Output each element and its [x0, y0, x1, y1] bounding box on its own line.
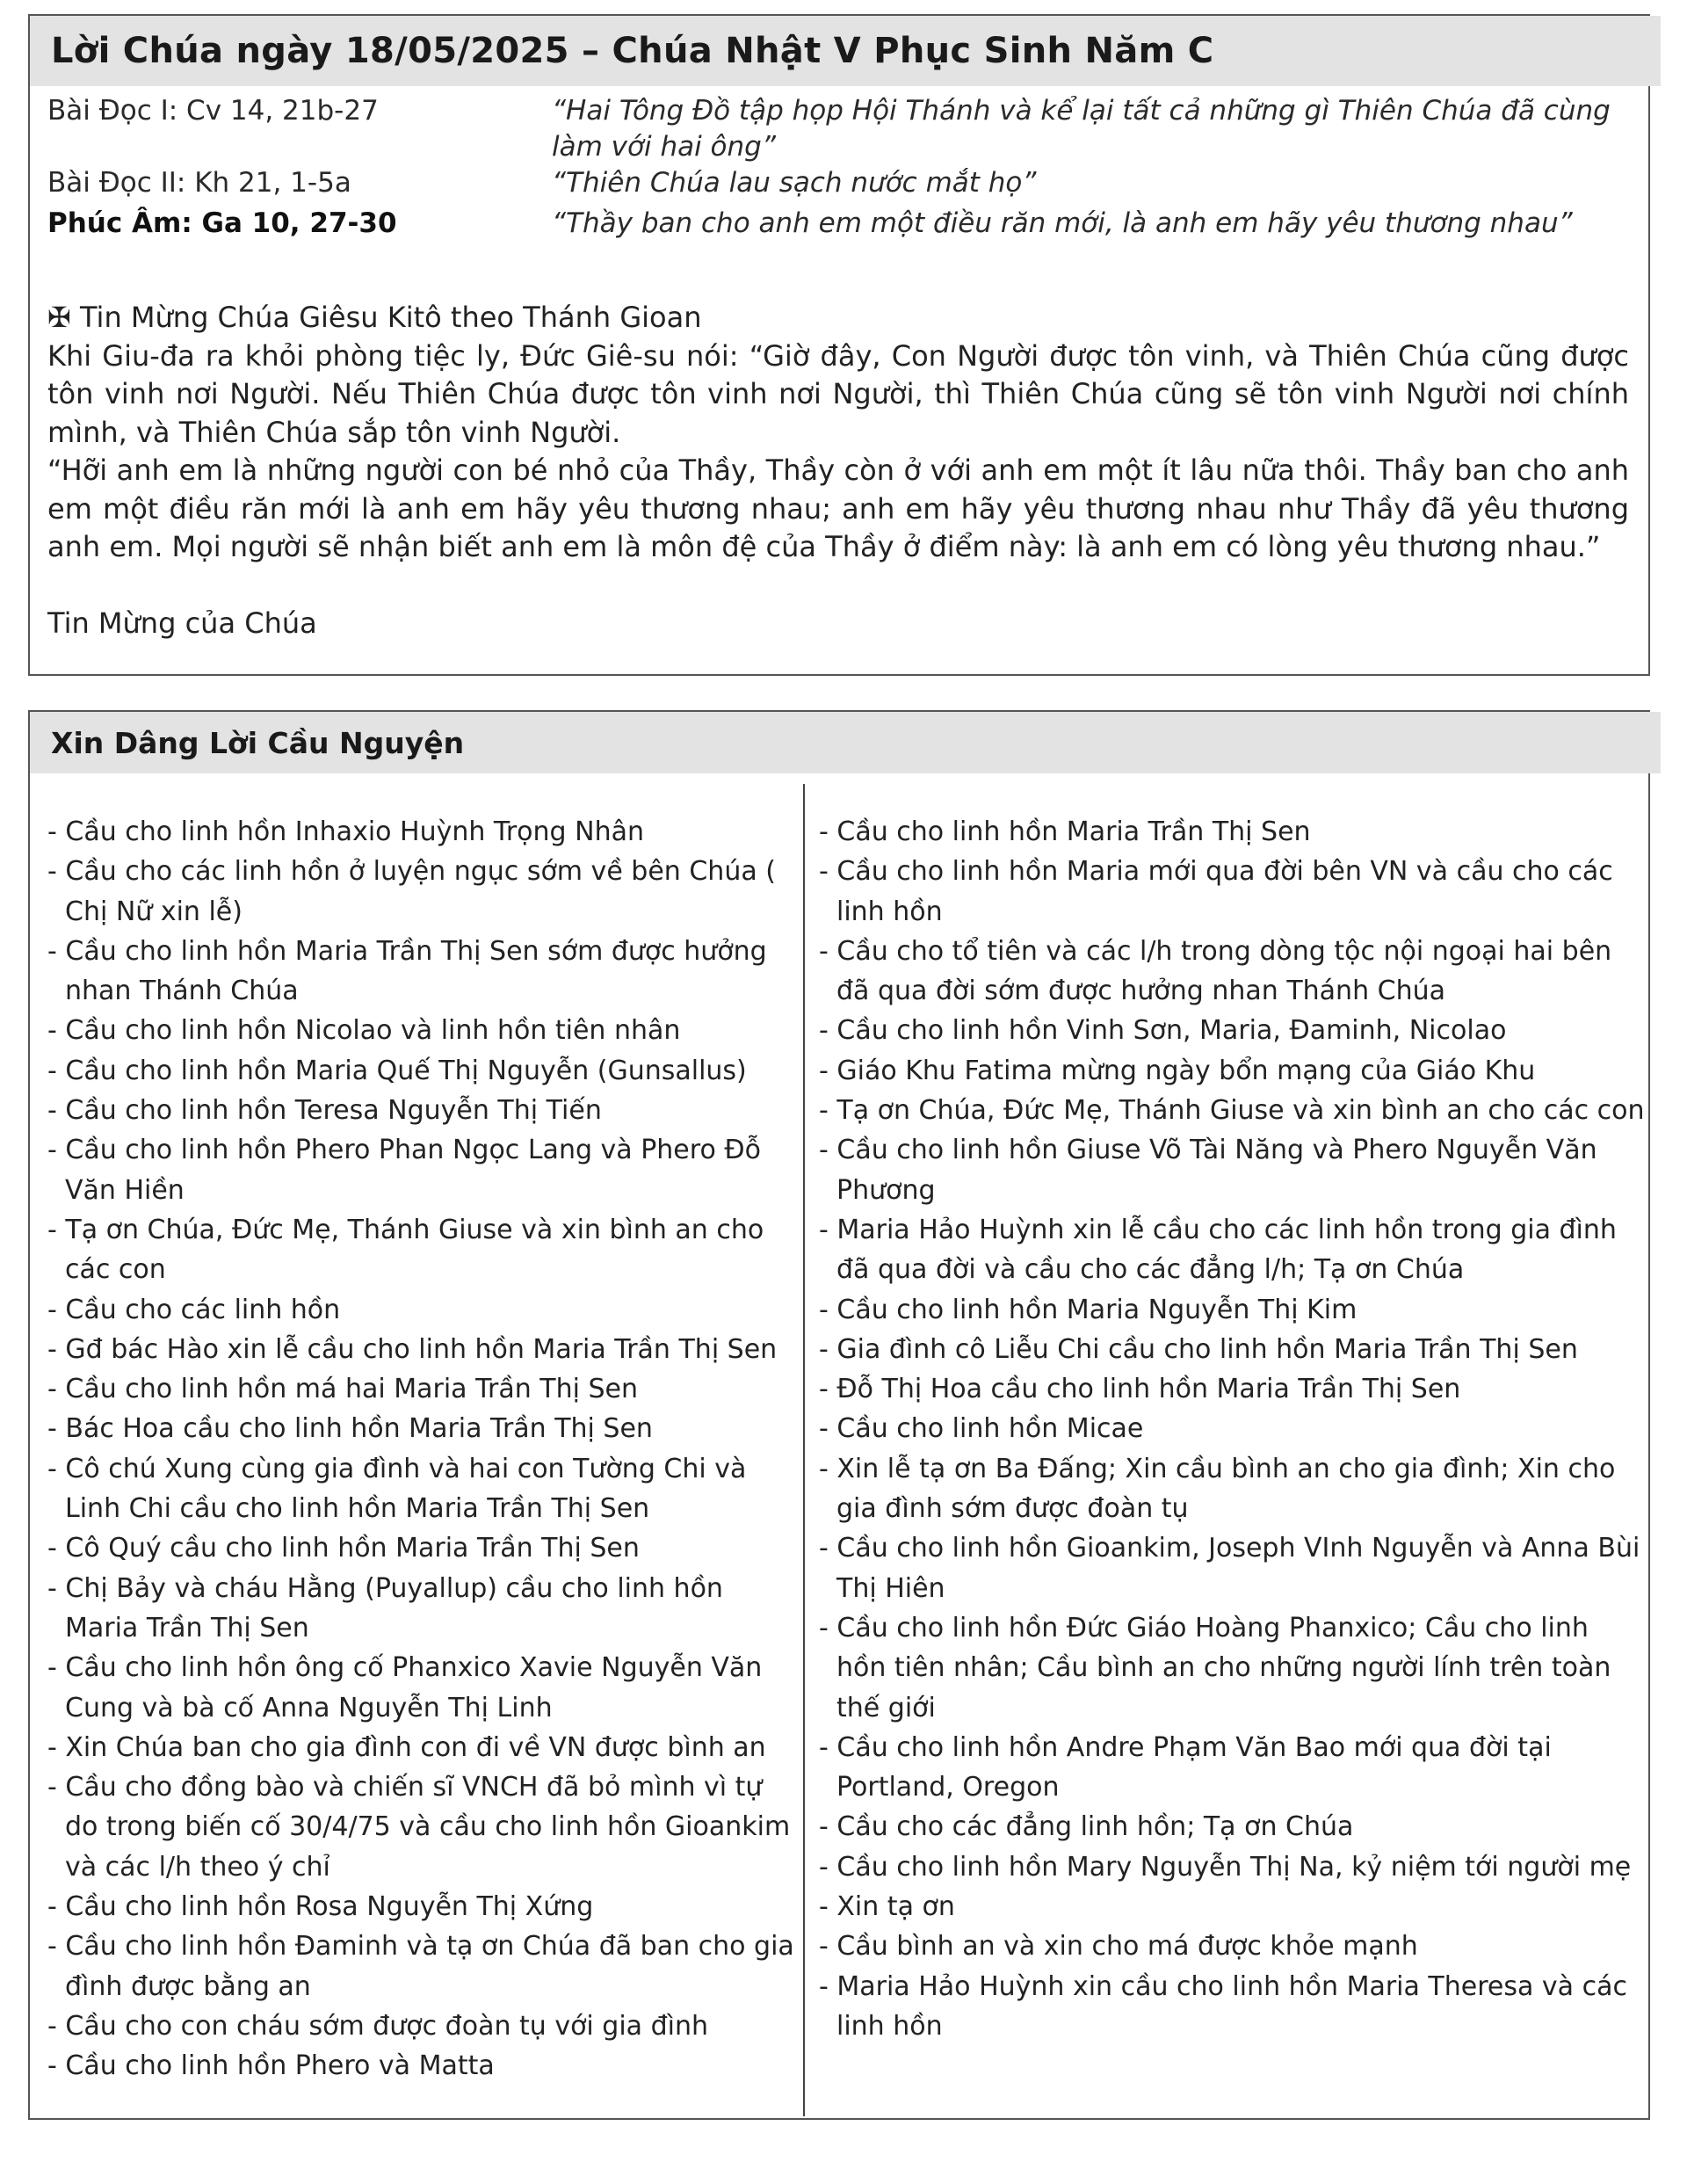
reading-ref: Bài Đọc I: Cv 14, 21b-27 — [47, 95, 379, 127]
page-title: Lời Chúa ngày 18/05/2025 – Chúa Nhật V Phục Sinh Năm C — [51, 31, 1214, 71]
reading-quote: “Thiên Chúa lau sạch nước mắt họ” — [552, 167, 1037, 199]
readings-header — [30, 16, 1661, 86]
prayer-item: - Giáo Khu Fatima mừng ngày bổn mạng của Giáo Khu — [819, 1051, 1645, 1091]
column-divider — [803, 784, 805, 2116]
prayer-item: - Cầu cho linh hồn Gioankim, Joseph VInh Nguyễn và Anna Bùi Thị Hiên — [819, 1528, 1645, 1608]
prayer-item: - Cầu cho linh hồn má hai Maria Trần Thị Sen — [47, 1369, 794, 1409]
prayer-item: - Chị Bảy và cháu Hằng (Puyallup) cầu cho linh hồn Maria Trần Thị Sen — [47, 1569, 794, 1649]
gospel-ref: Phúc Âm: Ga 10, 27-30 — [47, 207, 397, 239]
prayer-item: - Cầu cho linh hồn Maria Trần Thị Sen sớm được hưởng nhan Thánh Chúa — [47, 932, 794, 1012]
prayer-item: - Cầu cho linh hồn ông cố Phanxico Xavie Nguyễn Văn Cung và bà cố Anna Nguyễn Thị Linh — [47, 1648, 794, 1728]
gospel-text — [47, 299, 1629, 643]
prayer-item: - Xin tạ ơn — [819, 1887, 1645, 1926]
reading-gospel — [47, 206, 1631, 242]
reading-quote: “Hai Tông Đồ tập họp Hội Thánh và kể lại tất cả những gì Thiên Chúa đã cùng làm với hai ông” — [552, 95, 1611, 163]
prayer-item: - Cầu cho linh hồn Mary Nguyễn Thị Na, kỷ niệm tới người mẹ — [819, 1847, 1645, 1887]
prayer-item: - Cầu cho linh hồn Giuse Võ Tài Năng và Phero Nguyễn Văn Phương — [819, 1130, 1645, 1210]
gospel-closing: Tin Mừng của Chúa — [47, 606, 317, 640]
prayer-item: - Cầu cho tổ tiên và các l/h trong dòng tộc nội ngoại hai bên đã qua đời sớm được hưởng nhan Thánh Chúa — [819, 932, 1645, 1012]
prayer-item: - Gđ bác Hào xin lễ cầu cho linh hồn Maria Trần Thị Sen — [47, 1330, 794, 1369]
prayer-item: - Đỗ Thị Hoa cầu cho linh hồn Maria Trần Thị Sen — [819, 1369, 1645, 1409]
readings-box — [28, 14, 1650, 676]
prayer-item: - Xin Chúa ban cho gia đình con đi về VN được bình an — [47, 1728, 794, 1767]
prayer-item: - Cầu cho các đẳng linh hồn; Tạ ơn Chúa — [819, 1807, 1645, 1847]
prayer-item: - Cầu cho linh hồn Phero và Matta — [47, 2046, 794, 2086]
reading-ref: Bài Đọc II: Kh 21, 1-5a — [47, 167, 351, 199]
prayer-item: - Xin lễ tạ ơn Ba Đấng; Xin cầu bình an cho gia đình; Xin cho gia đình sớm được đoàn tụ — [819, 1449, 1645, 1529]
prayer-item: - Cầu cho các linh hồn ở luyện ngục sớm về bên Chúa ( Chị Nữ xin lễ) — [47, 852, 794, 932]
prayer-item: - Cầu cho linh hồn Nicolao và linh hồn tiên nhân — [47, 1011, 794, 1050]
prayer-item: - Cầu cho linh hồn Maria mới qua đời bên VN và cầu cho các linh hồn — [819, 852, 1645, 932]
prayers-header — [30, 712, 1661, 773]
prayer-item: - Cầu cho linh hồn Micae — [819, 1409, 1645, 1448]
prayer-item: - Cầu cho các linh hồn — [47, 1290, 794, 1330]
prayer-item: - Gia đình cô Liễu Chi cầu cho linh hồn Maria Trần Thị Sen — [819, 1330, 1645, 1369]
prayer-item: - Cầu cho linh hồn Đaminh và tạ ơn Chúa đã ban cho gia đình được bằng an — [47, 1926, 794, 2006]
reading-1 — [47, 93, 1631, 165]
prayer-list-right — [819, 812, 1645, 2046]
readings-list — [30, 93, 1648, 242]
reading-quote: “Thầy ban cho anh em một điều răn mới, là anh em hãy yêu thương nhau” — [552, 207, 1573, 239]
prayer-item: - Cô chú Xung cùng gia đình và hai con Tường Chi và Linh Chi cầu cho linh hồn Maria Trần Thị Sen — [47, 1449, 794, 1529]
prayer-item: - Cầu cho linh hồn Phero Phan Ngọc Lang và Phero Đỗ Văn Hiền — [47, 1130, 794, 1210]
prayer-item: - Cầu cho linh hồn Maria Quế Thị Nguyễn (Gunsallus) — [47, 1051, 794, 1091]
prayer-item: - Cầu cho linh hồn Teresa Nguyễn Thị Tiến — [47, 1091, 794, 1130]
reading-2 — [47, 165, 1631, 201]
prayer-item: - Cầu bình an và xin cho má được khỏe mạnh — [819, 1926, 1645, 1966]
prayer-columns — [30, 775, 1648, 2118]
prayer-item: - Cầu cho linh hồn Rosa Nguyễn Thị Xứng — [47, 1887, 794, 1926]
prayer-item: - Bác Hoa cầu cho linh hồn Maria Trần Thị Sen — [47, 1409, 794, 1448]
prayer-list-left — [47, 812, 794, 2086]
prayer-item: - Cầu cho linh hồn Inhaxio Huỳnh Trọng Nhân — [47, 812, 794, 852]
prayer-item: - Cầu cho con cháu sớm được đoàn tụ với gia đình — [47, 2006, 794, 2046]
prayers-box — [28, 710, 1650, 2120]
prayer-item: - Cầu cho linh hồn Maria Nguyễn Thị Kim — [819, 1290, 1645, 1330]
prayer-item: - Maria Hảo Huỳnh xin lễ cầu cho các linh hồn trong gia đình đã qua đời và cầu cho các đẳng l/h; Tạ ơn Chúa — [819, 1210, 1645, 1290]
prayer-item: - Cầu cho linh hồn Maria Trần Thị Sen — [819, 812, 1645, 852]
spacer — [47, 567, 1629, 606]
prayer-item: - Cầu cho linh hồn Andre Phạm Văn Bao mới qua đời tại Portland, Oregon — [819, 1728, 1645, 1808]
prayer-item: - Tạ ơn Chúa, Đức Mẹ, Thánh Giuse và xin bình an cho các con — [47, 1210, 794, 1290]
prayer-item: - Cầu cho đồng bào và chiến sĩ VNCH đã bỏ mình vì tự do trong biến cố 30/4/75 và cầu cho linh hồn Gioankim và các l/h theo ý chỉ — [47, 1767, 794, 1887]
prayer-item: - Maria Hảo Huỳnh xin cầu cho linh hồn Maria Theresa và các linh hồn — [819, 1967, 1645, 2047]
gospel-intro: ✠ Tin Mừng Chúa Giêsu Kitô theo Thánh Gioan — [47, 301, 702, 334]
prayer-item: - Tạ ơn Chúa, Đức Mẹ, Thánh Giuse và xin bình an cho các con — [819, 1091, 1645, 1130]
prayer-item: - Cô Quý cầu cho linh hồn Maria Trần Thị Sen — [47, 1528, 794, 1568]
section-title: Xin Dâng Lời Cầu Nguyện — [51, 725, 465, 760]
prayer-item: - Cầu cho linh hồn Đức Giáo Hoàng Phanxico; Cầu cho linh hồn tiên nhân; Cầu bình an cho những người lính trên toàn thế giới — [819, 1608, 1645, 1728]
gospel-paragraph: “Hỡi anh em là những người con bé nhỏ của Thầy, Thầy còn ở với anh em một ít lâu nữa thôi. Thầy ban cho anh em một điều răn mới là anh em hãy yêu thương nhau; anh em hãy yêu thương nhau như Thầy đã yêu thương anh em. Mọi người sẽ nhận biết anh em là môn đệ của Thầy ở điểm này: là anh em có lòng yêu thương nhau.” — [47, 453, 1629, 563]
prayer-item: - Cầu cho linh hồn Vinh Sơn, Maria, Đaminh, Nicolao — [819, 1011, 1645, 1050]
gospel-paragraph: Khi Giu-đa ra khỏi phòng tiệc ly, Đức Giê-su nói: “Giờ đây, Con Người được tôn vinh, và Thiên Chúa cũng được tôn vinh nơi Người. Nếu Thiên Chúa được tôn vinh nơi Người, thì Thiên Chúa cũng sẽ tôn vinh Người nơi chính mình, và Thiên Chúa sắp tôn vinh Người. — [47, 338, 1629, 449]
